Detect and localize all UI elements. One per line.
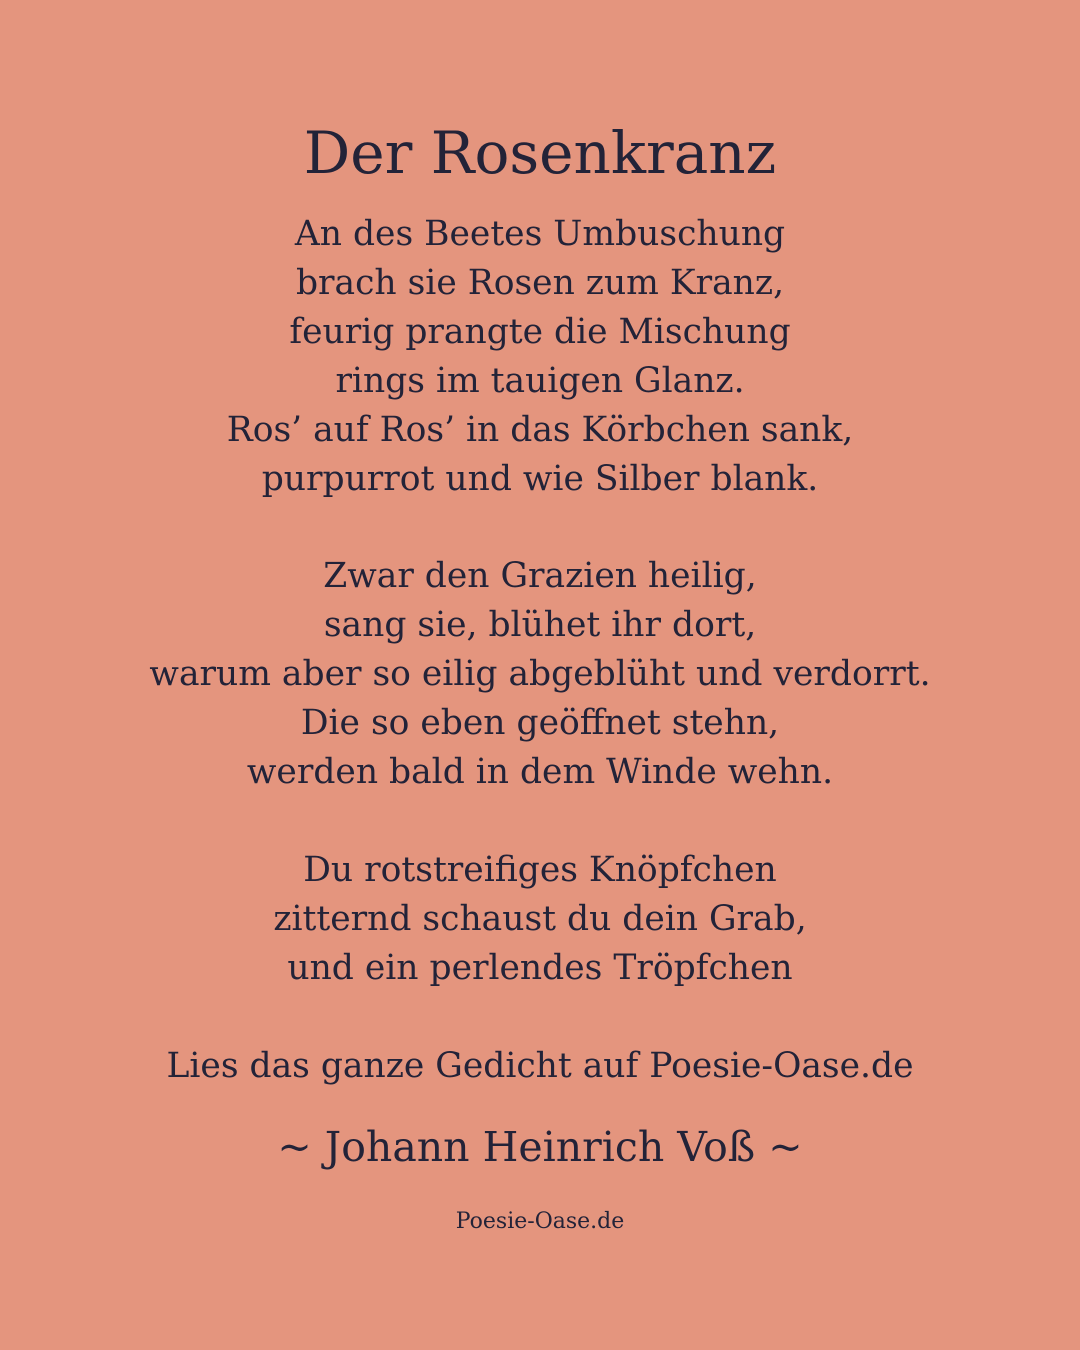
poem-line: An des Beetes Umbuschung [294,214,786,254]
poem-line: rings im tauigen Glanz. [335,361,745,401]
poem-line: sang sie, blühet ihr dort, [323,605,757,645]
poem-line: zitternd schaust du dein Grab, [273,899,807,939]
poem-line: warum aber so eilig abgeblüht und verdorrt. [149,654,931,694]
poem-line: purpurrot und wie Silber blank. [261,459,819,499]
poem-line: Ros’ auf Ros’ in das Körbchen sank, [226,410,854,450]
read-more-text: Lies das ganze Gedicht auf Poesie-Oase.de [166,1046,914,1086]
poem-line: feurig prangte die Mischung [289,312,791,352]
poem-line: Die so eben geöffnet stehn, [300,703,780,743]
poem-line: brach sie Rosen zum Kranz, [295,263,785,303]
poem-line: Du rotstreifiges Knöpfchen [303,850,777,890]
poem-line: und ein perlendes Tröpfchen [287,948,793,988]
poem-line: Zwar den Grazien heilig, [323,556,757,596]
author-name: ~ Johann Heinrich Voß ~ [277,1123,803,1171]
site-watermark: Poesie-Oase.de [455,1209,625,1234]
stanza-2 [0,552,1080,797]
poem-line: werden bald in dem Winde wehn. [246,752,834,792]
poem-title: Der Rosenkranz [303,119,777,187]
stanza-3 [0,846,1080,993]
stanza-1 [0,210,1080,504]
